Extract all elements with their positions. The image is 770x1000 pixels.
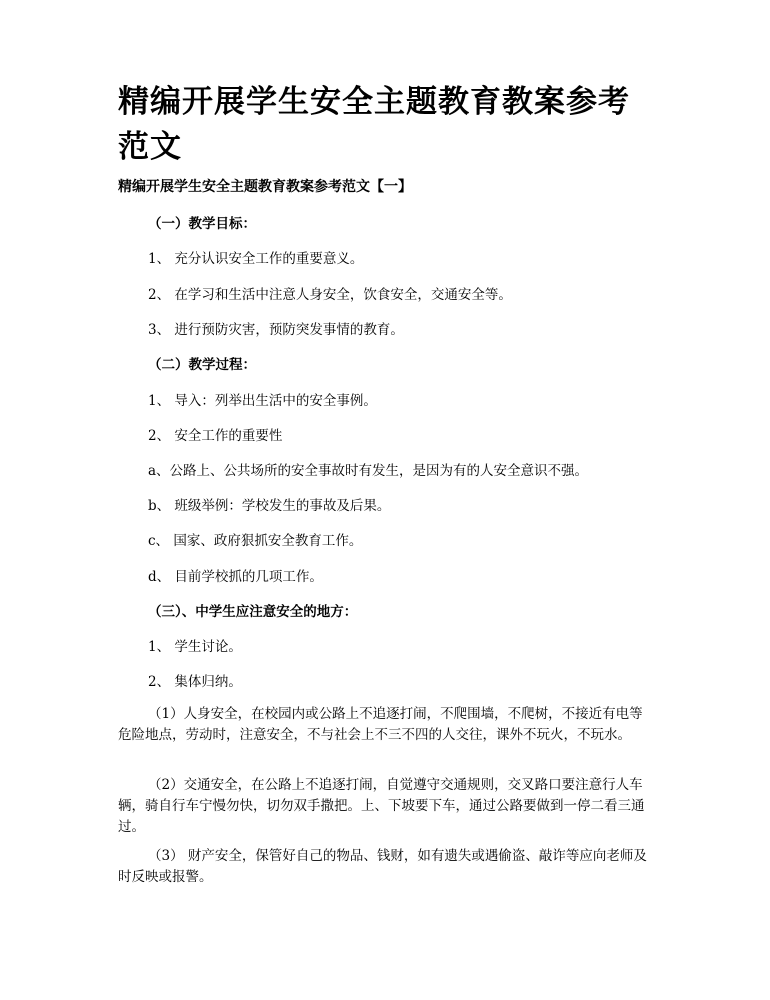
objective-item: 1、 充分认识安全工作的重要意义。 <box>148 251 364 267</box>
discussion-item: 1、 学生讨论。 <box>148 639 242 655</box>
process-item: a、公路上、公共场所的安全事故时有发生，是因为有的人安全意识不强。 <box>148 463 589 479</box>
section-heading-objectives: （一）教学目标： <box>148 216 256 232</box>
process-item: 1、 导入：列举出生活中的安全事例。 <box>148 393 377 409</box>
section-heading-safety-places: （三）、中学生应注意安全的地方： <box>148 604 358 620</box>
discussion-item: 2、 集体归纳。 <box>148 674 242 690</box>
process-item: 2、 安全工作的重要性 <box>148 428 283 444</box>
document-title: 精编开展学生安全主题教育教案参考范文 <box>118 84 630 165</box>
objective-item: 3、 进行预防灾害，预防突发事情的教育。 <box>148 322 404 338</box>
process-item: b、 班级举例：学校发生的事故及后果。 <box>148 498 391 514</box>
paragraph-property-safety: （3） 财产安全，保管好自己的物品、钱财，如有遗失或遇偷盗、敲诈等应向老师及时反映或报警。 <box>118 848 647 885</box>
objective-item: 2、 在学习和生活中注意人身安全，饮食安全，交通安全等。 <box>148 287 512 303</box>
paragraph-traffic-safety: （2）交通安全，在公路上不追逐打闹，自觉遵守交通规则，交叉路口要注意行人车辆，骑自行车宁慢勿快，切勿双手撒把。上、下坡要下车，通过公路要做到一停二看三通过。 <box>118 777 645 835</box>
document-subtitle: 精编开展学生安全主题教育教案参考范文【一】 <box>118 179 412 195</box>
paragraph-personal-safety: （1）人身安全，在校园内或公路上不追逐打闹，不爬围墙，不爬树，不接近有电等危险地点，劳动时，注意安全，不与社会上不三不四的人交往，课外不玩火，不玩水。 <box>118 706 643 743</box>
process-item: c、 国家、政府狠抓安全教育工作。 <box>148 533 363 549</box>
process-item: d、 目前学校抓的几项工作。 <box>148 569 323 585</box>
section-heading-process: （二）教学过程： <box>148 357 256 373</box>
